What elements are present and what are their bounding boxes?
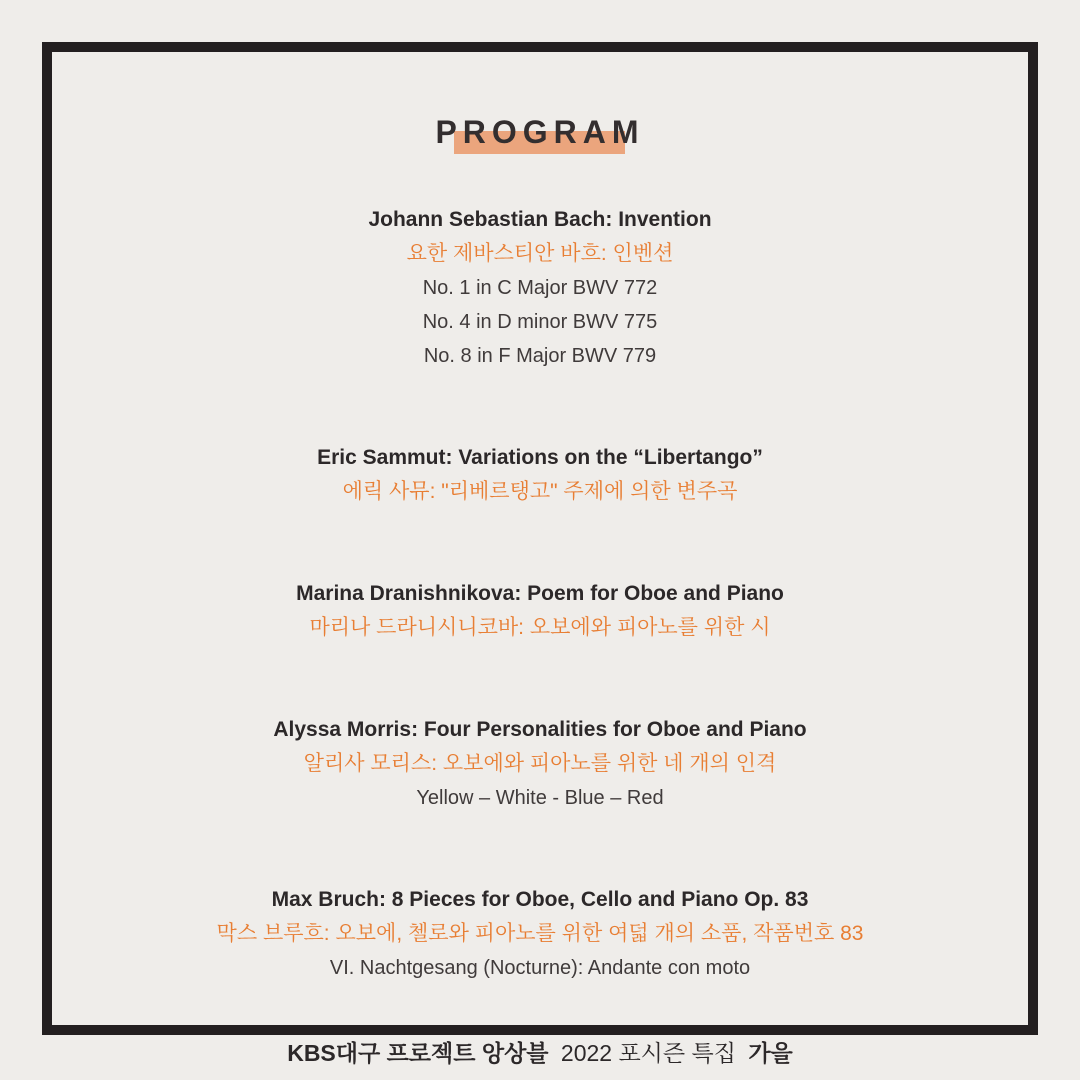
- entry-title-en: Alyssa Morris: Four Personalities for Oboe and Piano: [273, 718, 807, 741]
- program-entry: [0, 441, 1080, 509]
- program-entry: [0, 713, 1080, 815]
- entry-title-en: Eric Sammut: Variations on the “Libertango”: [317, 446, 763, 469]
- footer-org: KBS대구 프로젝트 앙상블: [287, 1040, 549, 1066]
- program-title: [435, 110, 644, 154]
- entry-title-en: Max Bruch: 8 Pieces for Oboe, Cello and Piano Op. 83: [271, 888, 809, 911]
- entry-detail: No. 8 in F Major BWV 779: [423, 345, 657, 367]
- entry-title-ko: 요한 제바스티안 바흐: 인벤션: [406, 242, 674, 265]
- footer: [0, 1038, 1080, 1068]
- entry-detail: No. 4 in D minor BWV 775: [422, 311, 658, 333]
- footer-theme: 가을: [748, 1040, 793, 1066]
- entry-title-ko: 마리나 드라니시니코바: 오보에와 피아노를 위한 시: [309, 616, 771, 639]
- entry-detail: No. 1 in C Major BWV 772: [422, 277, 658, 299]
- program-entry: [0, 883, 1080, 985]
- entry-title-en: Johann Sebastian Bach: Invention: [368, 208, 712, 231]
- entry-title-en: Marina Dranishnikova: Poem for Oboe and Piano: [296, 582, 784, 605]
- title-row: [0, 0, 1080, 161]
- program-entry: [0, 577, 1080, 645]
- footer-season: 2022 포시즌 특집: [560, 1040, 736, 1066]
- entry-title-ko: 에릭 사뮤: "리베르탱고" 주제에 의한 변주곡: [342, 480, 738, 503]
- entry-detail: VI. Nachtgesang (Nocturne): Andante con moto: [329, 957, 751, 979]
- entry-detail: Yellow – White - Blue – Red: [416, 787, 664, 809]
- entry-title-ko: 알리사 모리스: 오보에와 피아노를 위한 네 개의 인격: [303, 752, 777, 775]
- program-entry: [0, 203, 1080, 373]
- program-entries: [0, 203, 1080, 985]
- entry-title-ko: 막스 브루흐: 오보에, 첼로와 피아노를 위한 여덟 개의 소품, 작품번호 83: [216, 922, 864, 945]
- program-title-text: PROGRAM: [435, 114, 645, 150]
